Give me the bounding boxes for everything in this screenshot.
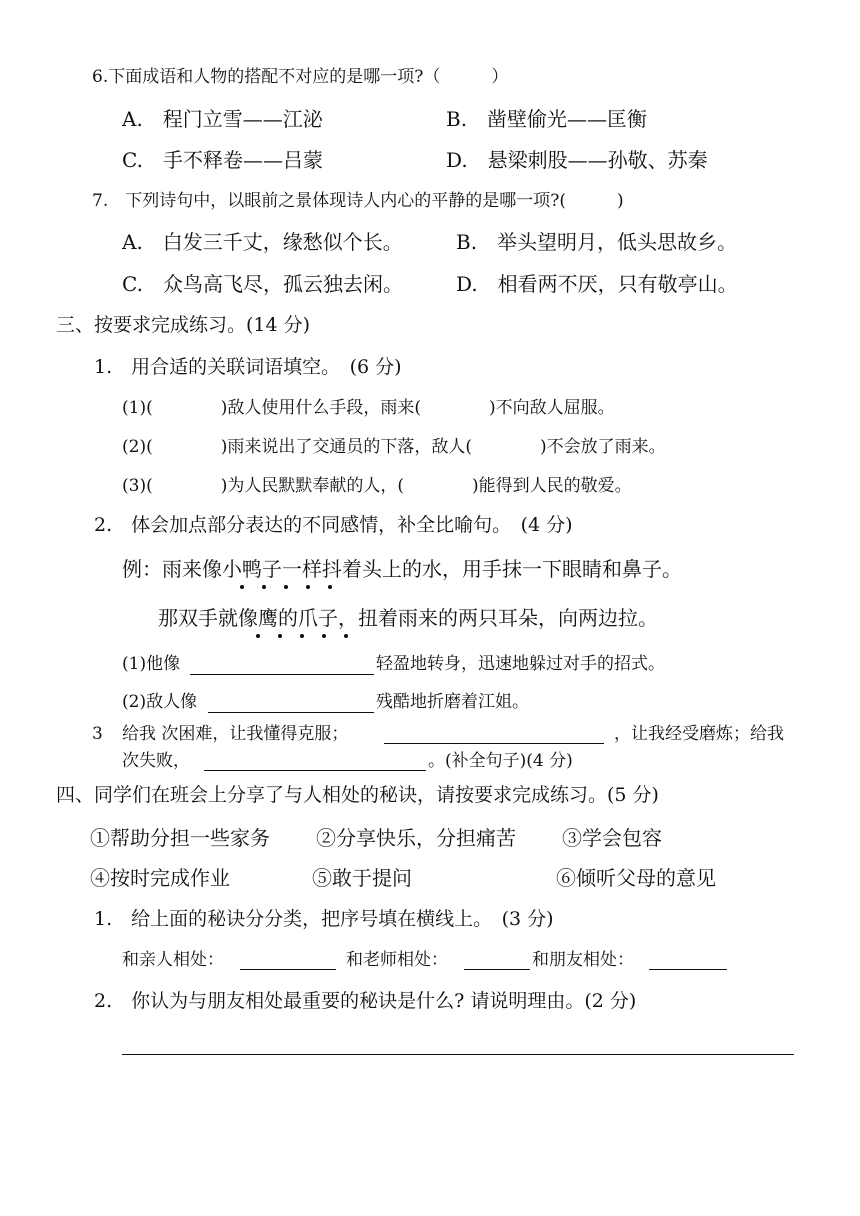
s3-q1-item-1[interactable]: (1)( )敌人使用什么手段，雨来( )不向敌人屈服。 — [122, 398, 615, 418]
emphasis-dot — [240, 585, 244, 589]
q6-option-c[interactable]: C. 手不释卷——吕蒙 — [122, 148, 323, 172]
s3-q2-item-2-suffix: 残酷地折磨着江姐。 — [376, 692, 529, 712]
s3-q3-part-1: 给我 次困难，让我懂得克服； — [122, 724, 349, 744]
q7-option-d[interactable]: D. 相看两不厌，只有敬亭山。 — [456, 272, 738, 296]
tip-item: ⑤敢于提问 — [312, 866, 412, 890]
q6-option-b[interactable]: B. 凿壁偷光——匡衡 — [446, 107, 648, 131]
emphasis-dot — [344, 634, 348, 638]
emphasis-dot — [322, 634, 326, 638]
s3-q1-item-3[interactable]: (3)( )为人民默默奉献的人，( )能得到人民的敬爱。 — [122, 476, 632, 496]
s4-q1-friend-label: 和朋友相处： — [532, 950, 634, 970]
emphasis-dot — [256, 634, 260, 638]
s3-q3-part-4: 。(补全句子)(4 分) — [428, 751, 573, 771]
s3-q2-stem: 2. 体会加点部分表达的不同感情，补全比喻句。 (4 分) — [94, 514, 573, 536]
s4-q1-family-blank[interactable] — [240, 969, 336, 970]
q6-stem: 6.下面成语和人物的搭配不对应的是哪一项?（ ） — [92, 67, 509, 87]
emphasis-dot — [284, 585, 288, 589]
s4-q1-stem: 1. 给上面的秘诀分分类，把序号填在横线上。 (3 分) — [94, 908, 554, 930]
s4-q2-answer-line[interactable] — [122, 1054, 794, 1055]
s3-q3-part-3: 次失败， — [122, 751, 190, 771]
s3-q2-example-1: 例：雨来像小鸭子一样抖着头上的水，用手抹一下眼睛和鼻子。 — [122, 557, 682, 581]
s3-q1-stem: 1. 用合适的关联词语填空。 (6 分) — [94, 356, 402, 378]
s4-q1-family-label: 和亲人相处： — [122, 950, 224, 970]
s3-q1-item-2[interactable]: (2)( )雨来说出了交通员的下落，敌人( )不会放了雨来。 — [122, 437, 666, 457]
s3-q2-example-2: 那双手就像鹰的爪子，扭着雨来的两只耳朵，向两边拉。 — [158, 606, 658, 630]
q7-option-b[interactable]: B. 举头望明月，低头思故乡。 — [456, 230, 738, 254]
s3-q3-blank-1[interactable] — [384, 743, 604, 744]
tip-item: ④按时完成作业 — [90, 866, 230, 890]
s3-q2-item-2-prefix: (2)敌人像 — [122, 692, 198, 712]
s4-q1-teacher-label: 和老师相处： — [346, 950, 448, 970]
emphasis-dot — [306, 585, 310, 589]
emphasis-dot — [300, 634, 304, 638]
emphasis-dot — [278, 634, 282, 638]
tip-item: ①帮助分担一些家务 — [90, 826, 270, 850]
s3-q2-item-1-blank[interactable] — [190, 674, 374, 675]
section3-title: 三、按要求完成练习。(14 分) — [56, 314, 311, 336]
q6-option-a[interactable]: A. 程门立雪——江泌 — [122, 107, 323, 131]
s3-q2-item-1-prefix: (1)他像 — [122, 654, 181, 674]
s3-q3-number: 3 — [92, 724, 103, 744]
tip-item: ③学会包容 — [562, 826, 662, 850]
s4-q2-stem: 2. 你认为与朋友相处最重要的秘诀是什么? 请说明理由。(2 分) — [94, 990, 637, 1012]
emphasis-dot — [262, 585, 266, 589]
s3-q2-item-2-blank[interactable] — [208, 712, 374, 713]
emphasis-dot — [328, 585, 332, 589]
s4-q1-teacher-blank[interactable] — [464, 969, 530, 970]
s3-q3-blank-2[interactable] — [204, 770, 426, 771]
section4-title: 四、同学们在班会上分享了与人相处的秘诀，请按要求完成练习。(5 分) — [56, 784, 659, 806]
q7-stem: 7. 下列诗句中，以眼前之景体现诗人内心的平静的是哪一项?( ) — [92, 191, 624, 211]
q7-option-a[interactable]: A. 白发三千丈，缘愁似个长。 — [122, 230, 403, 254]
tip-item: ②分享快乐，分担痛苦 — [316, 826, 516, 850]
s3-q2-item-1-suffix: 轻盈地转身，迅速地躲过对手的招式。 — [376, 654, 665, 674]
tip-item: ⑥倾听父母的意见 — [556, 866, 716, 890]
s3-q3-part-2: ，让我经受磨炼；给我 — [614, 724, 784, 744]
q7-option-c[interactable]: C. 众鸟高飞尽，孤云独去闲。 — [122, 272, 403, 296]
q6-option-d[interactable]: D. 悬梁刺股——孙敬、苏秦 — [446, 148, 708, 172]
s4-q1-friend-blank[interactable] — [649, 969, 727, 970]
